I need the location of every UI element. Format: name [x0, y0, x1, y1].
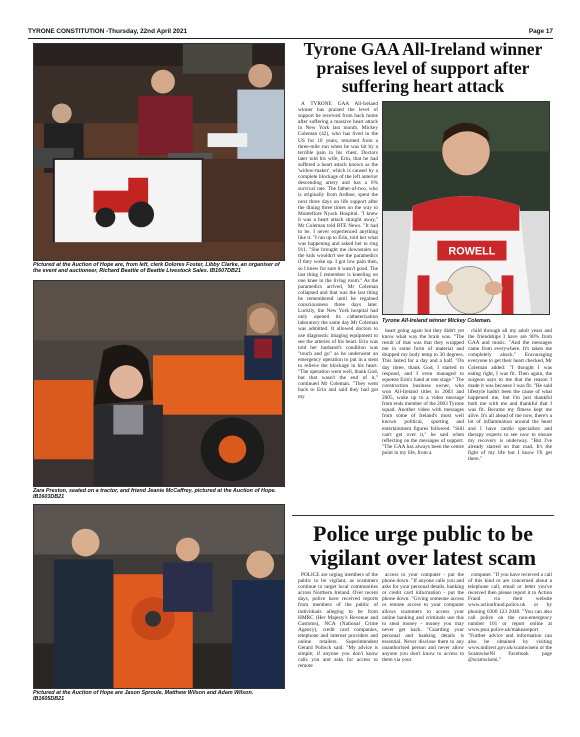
story2-text-col2: access to your computer - put the phone down. "If anyone calls you and asks for your personal details, banking or credit card information - put the phone down. "Giving someone access or remote access to your computer allows scammers to access your online banking and criminals use this to steal money - money you may never get back. "Guarding your personal and banking details is essential. Never disclose them to any unauthorised person and never allow anyone you don't know to access to them via your: [382, 572, 464, 664]
story2-text-col3: computer. "If you have received a call of this kind or are concerned about a telephone call, email or letter you've received then please report it to Action Fraud via their website www.actionfraud.police.uk or by phoning 0300 123 2040. "You can also call police on the non-emergency number 101 or report online at www.psni.police.uk/makeareport "Further advice and information can also be obtained by visiting www.nidirect.gov.uk/scamwiseni or the ScamwiseNI Facebook page @scamwiseni.": [468, 572, 552, 664]
story1-text-col3: child through all my adult years and the friendships I have are 90% from GAA and music. "And the messages came from everywhere. It's taken me completely aback." Encouraging everyone to get their heart checked, Mr Coleman added: "I thought I was eating right, I was fit. Then again, the surgeon says to me that the reason I made it was because I was fit. "He said lifestyle hadn't been the cause of what happened me, but I'm just thankful both me with me and thankful that I was fit. Became my fitness kept me alive. It's all ahead of me now, there's a lot of inflammation around the heart and I have cardio specialists and therapy experts to see now to ensure my recovery is underway. "But I've already started on that road. It's the fight of my life but I know I'll get there.": [468, 328, 552, 462]
tractor-photo: [33, 280, 285, 487]
tractor-photo-caption: Zara Preston, seated on a tractor, and friend Jeanie McCaffrey, pictured at the Auction of Hope. IB1603DB21: [33, 488, 277, 501]
jersey-sponsor-text: ROWELL: [448, 245, 496, 258]
story-divider: [292, 515, 554, 516]
story2-text-col1: POLICE are urging members of the public to be vigilant, as scammers continue to target local communities across Northern Ireland. Over recent days, police have received reports from members of the public of individuals alleging to be from HMRC (Her Majesty's Revenue and Customs), NCA (National Crime Agency), credit card companies, telephone and internet providers and online retailers. Superintendent Gerard Pollock said: "My advice is simple; if anyone you don't know calls you and asks for access to remote: [298, 572, 378, 670]
page-number: Page 17: [528, 28, 553, 35]
auction-photo-caption: Pictured at the Auction of Hope are, from left, clerk Dolores Foster, Libby Clarke, an organiser of the event and auctioneer, Richard Beattie of Beattie Livestock Sales. IB1607DB21: [33, 262, 280, 275]
three-men-photo: [33, 504, 285, 689]
story1-headline: Tyrone GAA All-Ireland winner praises level of support after suffering heart attack: [303, 39, 543, 96]
player-photo: [382, 101, 550, 315]
page-header: [28, 27, 553, 39]
story1-text-col1: A TYRONE GAA All-Ireland winner has praised the level of support he received from back home after suffering a massive heart attack in New York last month. Mickey Coleman (42), who has lived in the US for 10 years, returned from a three-mile run when he was hit by a terrible pain in his chest. Doctors later told his wife, Erin, that he had suffered a heart attack known as the 'widow-maker', which is caused by a complete blockage of the left anterior descending artery and has a 6% survival rate. The father-of-two, who is originally from Ardboe, spent the next three days on life support after the dining three times on the way to Montefiore Nyack Hospital. "I knew it was a heart attack straight away," Mr Coleman told RTE News. "It had to be. I never experienced anything like it. "I ran up to Erin, told her what was happening and asked her to ring 911. "She brought me downstairs so the kids wouldn't see the paramedics if they woke up. I got low pain then, so I knew for sure it wasn't good. The last thing I remember is kneeling on one knee in the living room." As the paramedics arrived, Mr Coleman collapsed and that was the last thing he remembered until he regained consciousness three days later. Luckily, the New York hospital had only opened its catheterisation laboratory the same day Mr Coleman was admitted. It allowed doctors to use diagnostic imaging equipment to see the arteries of his heart. Erin was told her husband's condition was "touch and go" as he underwent an emergency operation to put in a stent to relieve the blockage in his heart. "The operation went well, thank God, but that wasn't the end of it," continued Mr Coleman. "They went back to Erin and said they had got my: [298, 101, 378, 400]
auction-photo: [33, 43, 285, 261]
story1-column-1: [298, 101, 378, 508]
story1-column-3: [468, 328, 552, 508]
story2-column-1: [298, 572, 378, 712]
story2-headline: Police urge public to be vigilant over latest scam: [309, 521, 537, 570]
newspaper-dateline: TYRONE CONSTITUTION -Thursday, 22nd April 2021: [28, 28, 188, 35]
story2-column-3: [468, 572, 552, 712]
story1-column-2: [382, 328, 464, 508]
player-photo-caption: Tyrone All-Ireland winner Mickey Coleman.: [382, 318, 492, 324]
story1-text-col2: heart going again but they didn't yet know what way the brain was. "The result of that was that they wrapped me in some form of material and dropped my body temp to 30 degrees. This lasted for a day and a half. "On day three, thank God, I started to respond, and I even managed to squeeze Erin's hand at one stage." The construction business owner, who won All-Ireland titles in 2003 and 2005, woke up to a video message from ends member of the 2003 Tyrone squad. Another video with messages from some of Ireland's most well known political, sporting and entertainment figures followed. "Still can't get over it," he said when reflecting on the messages of support. "The GAA has always been the centre point in my life, from a: [382, 328, 464, 456]
three-men-photo-caption: Pictured at the Auction of Hope are Jason Sproule, Matthew Wilson and Adam Wilson. IB1605DB21: [33, 690, 254, 703]
story2-column-2: [382, 572, 464, 712]
